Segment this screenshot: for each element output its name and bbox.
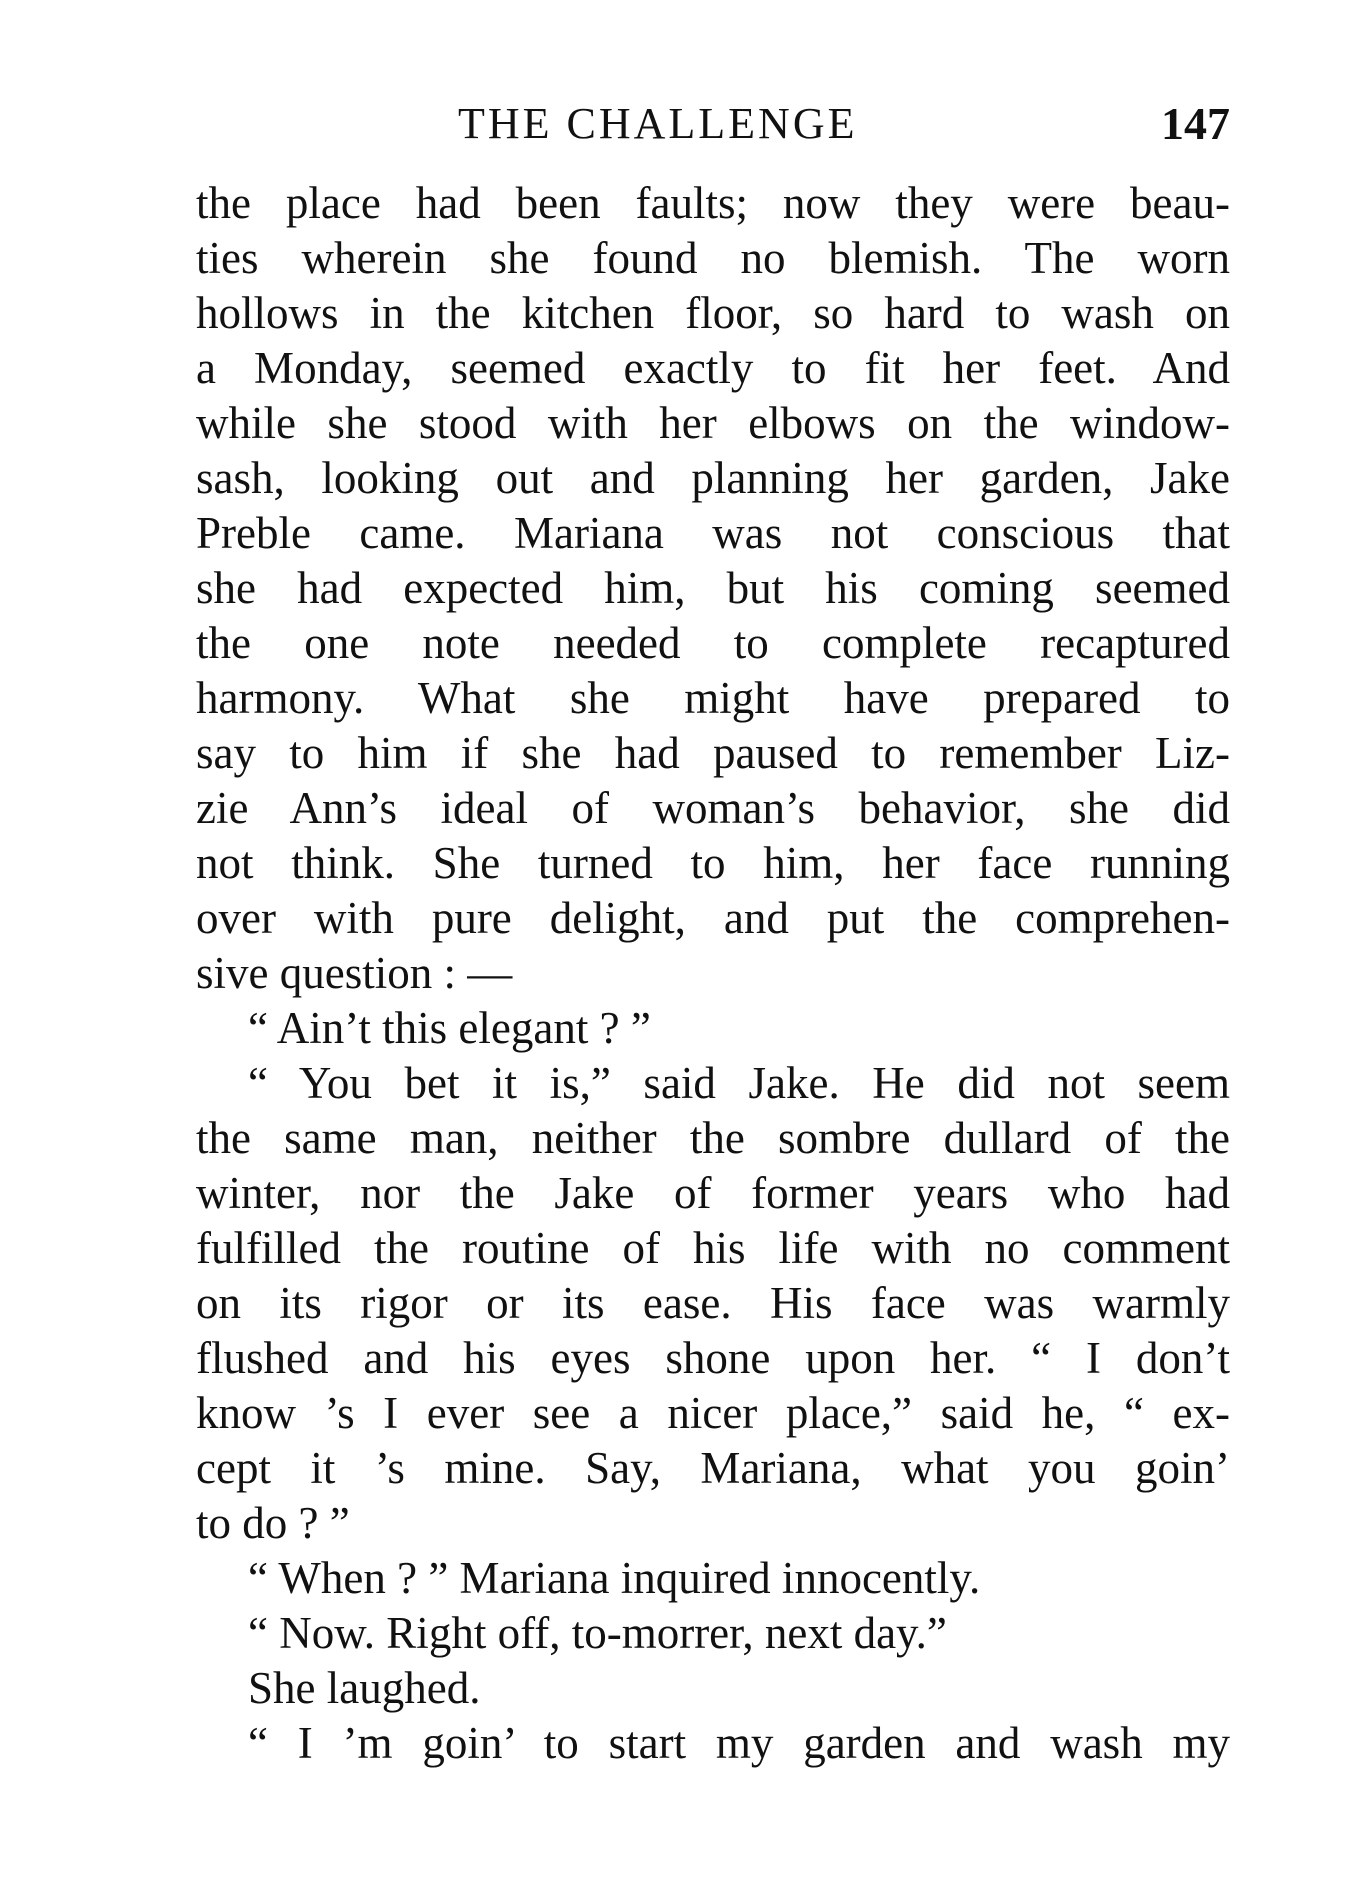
text-line: know ’s I ever see a nicer place,” said he, “ ex-: [196, 1388, 1230, 1438]
page-number: 147: [1161, 98, 1230, 149]
running-title: THE CHALLENGE: [458, 99, 858, 148]
text-line: while she stood with her elbows on the window-: [196, 398, 1230, 448]
text-line: on its rigor or its ease. His face was warmly: [196, 1278, 1230, 1328]
text-line: Preble came. Mariana was not conscious that: [196, 508, 1230, 558]
text-line: hollows in the kitchen floor, so hard to wash on: [196, 288, 1230, 338]
text-line: ties wherein she found no blemish. The worn: [196, 233, 1230, 283]
text-line: “ Ain’t this elegant ? ”: [248, 1003, 651, 1053]
text-line: “ You bet it is,” said Jake. He did not seem: [248, 1058, 1230, 1108]
text-line: “ I ’m goin’ to start my garden and wash my: [248, 1718, 1230, 1768]
text-line: the place had been faults; now they were beau-: [196, 178, 1230, 228]
text-line: She laughed.: [248, 1663, 481, 1713]
text-line: cept it ’s mine. Say, Mariana, what you goin’: [196, 1443, 1230, 1493]
body-text: [196, 176, 1230, 1771]
text-line: sive question : —: [196, 948, 513, 998]
text-line: say to him if she had paused to remember Liz-: [196, 728, 1230, 778]
text-line: fulfilled the routine of his life with no comment: [196, 1223, 1230, 1273]
text-line: not think. She turned to him, her face running: [196, 838, 1230, 888]
text-line: “ When ? ” Mariana inquired innocently.: [248, 1553, 981, 1603]
text-line: winter, nor the Jake of former years who had: [196, 1168, 1230, 1218]
text-line: the one note needed to complete recaptured: [196, 618, 1230, 668]
text-line: a Monday, seemed exactly to fit her feet. And: [196, 343, 1230, 393]
text-line: “ Now. Right off, to-morrer, next day.”: [248, 1608, 947, 1658]
running-head: [196, 92, 1230, 162]
text-line: over with pure delight, and put the comprehen-: [196, 893, 1230, 943]
text-line: to do ? ”: [196, 1498, 350, 1548]
text-line: sash, looking out and planning her garden, Jake: [196, 453, 1230, 503]
text-line: harmony. What she might have prepared to: [196, 673, 1230, 723]
text-line: she had expected him, but his coming seemed: [196, 563, 1230, 613]
text-line: the same man, neither the sombre dullard of the: [196, 1113, 1230, 1163]
text-line: flushed and his eyes shone upon her. “ I don’t: [196, 1333, 1230, 1383]
text-line: zie Ann’s ideal of woman’s behavior, she did: [196, 783, 1230, 833]
